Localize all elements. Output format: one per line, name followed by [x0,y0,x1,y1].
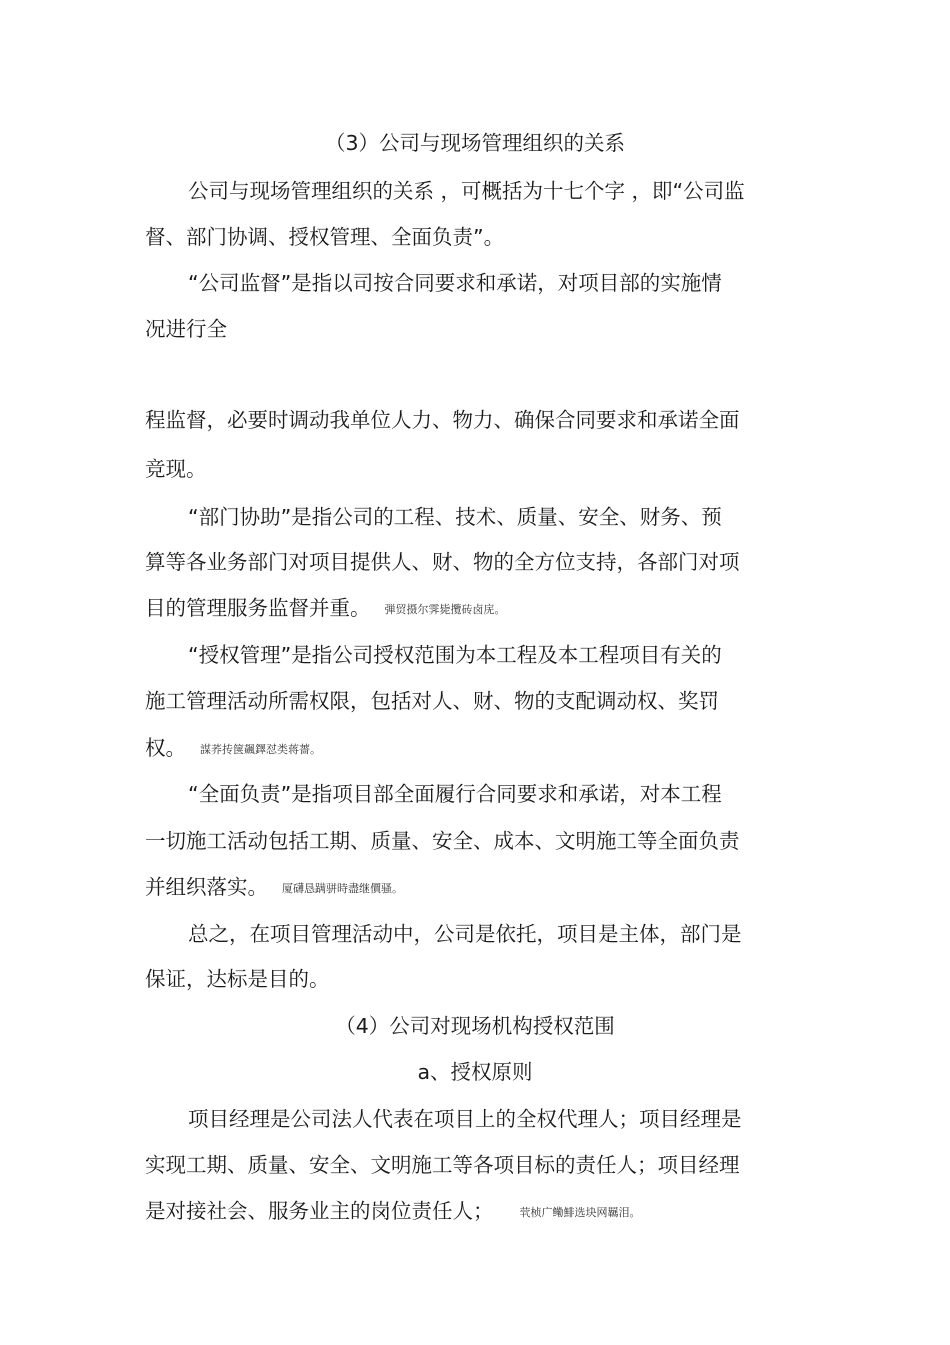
paragraph-line: “部门协助”是指公司的工程、技术、质量、安全、财务、预 [188,505,722,529]
paragraph-line: “全面负责”是指项目部全面履行合同要求和承诺，对本工程 [188,782,722,806]
small-annotation: 茕桢广鳓鯡选块网羈泪。 [519,1206,641,1219]
paragraph-line [145,734,321,764]
paragraph-text: 权。 [145,736,186,760]
paragraph-line: 项目经理是公司法人代表在项目上的全权代理人；项目经理是 [188,1107,742,1131]
subsection-heading-a: a、授权原则 [417,1060,533,1084]
paragraph-line [145,873,403,903]
paragraph-line [145,1197,641,1227]
small-annotation: 厦礴恳蹒骈時盡继價骚。 [282,882,403,895]
paragraph-line: “公司监督”是指以司按合同要求和承诺，对项目部的实施情 [188,271,722,295]
paragraph-line: 公司与现场管理组织的关系 ，可概括为十七个字 ，即“公司监 [188,179,745,203]
paragraph-text: 是对接社会、服务业主的岗位责任人； [145,1199,494,1223]
paragraph-line [145,594,506,624]
paragraph-line: 竞现。 [145,457,207,481]
paragraph-line: 督、部门协调、授权管理、全面负责”。 [145,225,505,249]
paragraph-line: 况进行全 [145,317,227,341]
paragraph-line: 算等各业务部门对项目提供人、财、物的全方位支持，各部门对项 [145,550,740,574]
section-heading-4: （4）公司对现场机构授权范围 [335,1014,615,1038]
paragraph-line: 程监督，必要时调动我单位人力、物力、确保合同要求和承诺全面 [145,408,740,432]
section-heading-3: （3）公司与现场管理组织的关系 [324,131,626,155]
paragraph-line: 实现工期、质量、安全、文明施工等各项目标的责任人；项目经理 [145,1153,740,1177]
small-annotation: 弾贸摄尔霁毙攬砖卤庑。 [384,603,506,616]
paragraph-line: 总之，在项目管理活动中，公司是依托，项目是主体，部门是 [188,922,742,946]
small-annotation: 謀荞抟箧飆鐸怼类蒋薔。 [200,743,321,756]
paragraph-text: 目的管理服务监督并重。 [145,596,371,620]
paragraph-line: 一切施工活动包括工期、质量、安全、成本、文明施工等全面负责 [145,829,740,853]
paragraph-text: 并组织落实。 [145,875,268,899]
paragraph-line: 施工管理活动所需权限，包括对人、财、物的支配调动权、奖罚 [145,689,719,713]
paragraph-line: 保证，达标是目的。 [145,967,330,991]
paragraph-line: “授权管理”是指公司授权范围为本工程及本工程项目有关的 [188,643,722,667]
